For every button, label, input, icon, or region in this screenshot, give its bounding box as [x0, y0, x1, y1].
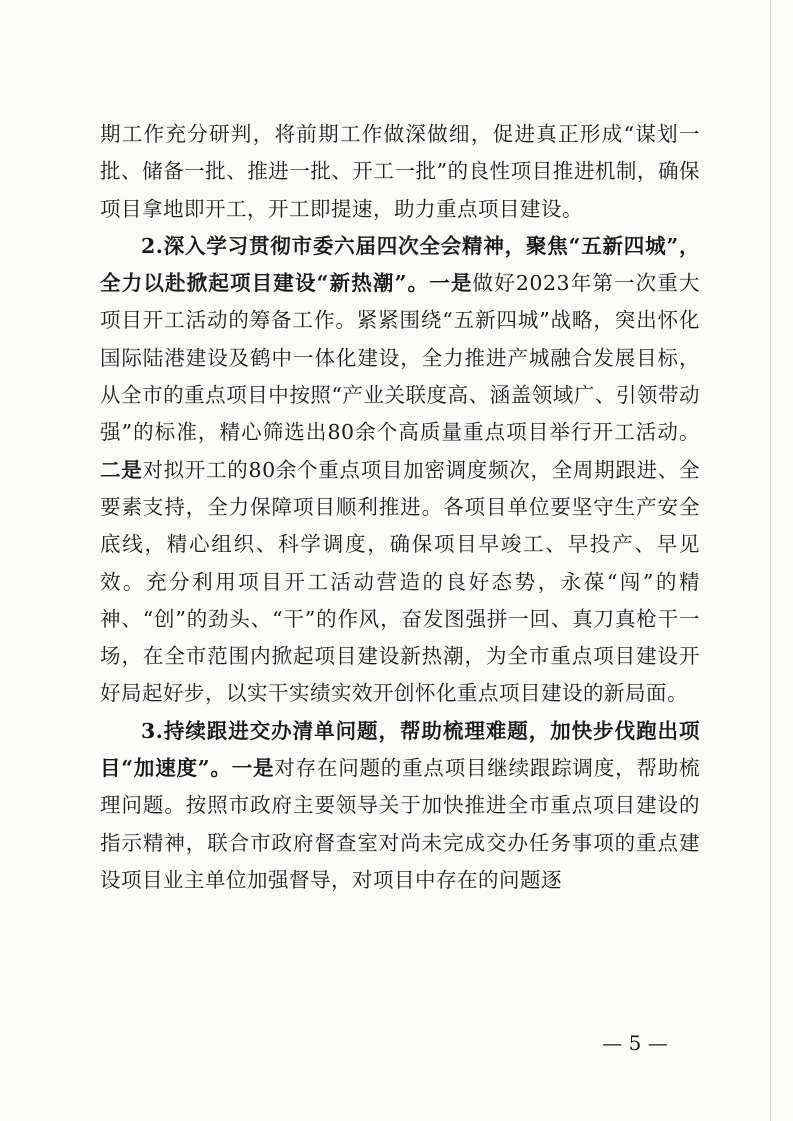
- lead-marker: 一是: [231, 756, 275, 781]
- section-heading-3: 3.持续跟进交办清单问题，帮助梳理难题，加快步伐跑出项目“加速度”。: [100, 718, 700, 781]
- paragraph-section-2: [100, 228, 700, 713]
- paragraph-text: 对存在问题的重点项目继续跟踪调度，帮助梳理问题。按照市政府主要领导关于加快推进全市重点项目建设的指示精神，联合市政府督查室对尚未完成交办任务事项的重点建设项目业主单位加强督导，对项目中存在的问题逐: [100, 756, 700, 892]
- paragraph-continuation: [100, 116, 700, 228]
- paragraph-text: 做好2023年第一次重大项目开工活动的筹备工作。紧紧围绕“五新四城”战略，突出怀化国际陆港建设及鹤中一体化建设，全力推进产城融合发展目标，从全市的重点项目中按照“产业关联度高、涵盖领域广、引领带动强”的标准，精心筛选出80余个高质量重点项目举行开工活动。: [100, 271, 701, 445]
- page-number: — 5 —: [602, 1031, 668, 1055]
- paragraph-section-3: [100, 713, 700, 899]
- paragraph-text: 期工作充分研判，将前期工作做深做细，促进真正形成“谋划一批、储备一批、推进一批、开工一批”的良性项目推进机制，确保项目拿地即开工，开工即提速，助力重点项目建设。: [100, 122, 700, 221]
- lead-marker: 二是: [100, 457, 143, 482]
- paragraph-text: 对拟开工的80余个重点项目加密调度频次，全周期跟进、全要素支持，全力保障项目顺利推进。各项目单位要坚守生产安全底线，精心组织、科学调度，确保项目早竣工、早投产、早见效。充分利用项目开工活动营造的良好态势，永葆“闯”的精神、“创”的劲头、“干”的作风，奋发图强拼一回、真刀真枪干一场，在全市范围内掀起项目建设新热潮，为全市重点项目建设开好局起好步，以实干实绩实效开创怀化重点项目建设的新局面。: [100, 457, 700, 706]
- scan-edge-line: [770, 0, 771, 1121]
- document-body: [100, 116, 700, 899]
- lead-marker: 一是: [429, 271, 473, 296]
- section-heading-2: 2.深入学习贯彻市委六届四次全会精神，聚焦“五新四城”，全力以赴掀起项目建设“新热潮”。: [100, 233, 700, 296]
